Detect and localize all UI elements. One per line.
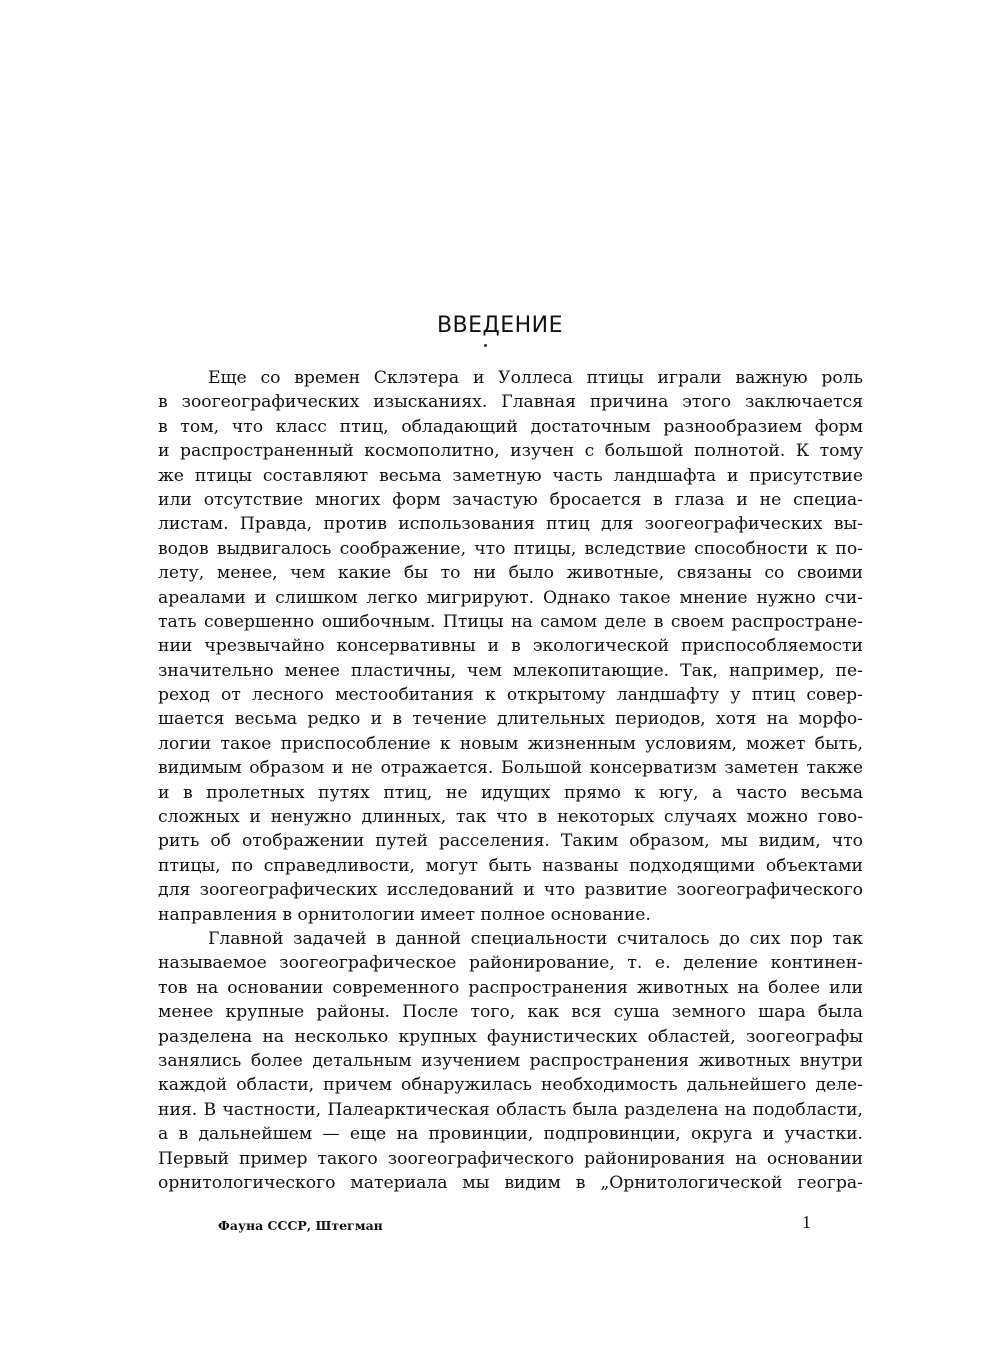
- text-line: шается весьма редко и в течение длительных периодов, хотя на морфо-: [158, 709, 863, 730]
- text-line: Главной задачей в данной специальности считалось до сих пор так: [208, 928, 863, 949]
- footer-signature: Фауна СССР, Штегман: [218, 1218, 383, 1233]
- text-line: и распространенный космополитно, изучен с большой полнотой. К тому: [158, 441, 863, 462]
- text-line: в зоогеографических изысканиях. Главная причина этого заключается: [158, 392, 863, 413]
- text-line: лету, менее, чем какие бы то ни было животные, связаны со своими: [158, 563, 863, 584]
- text-line: направления в орнитологии имеет полное основание.: [158, 904, 651, 925]
- text-line: в том, что класс птиц, обладающий достаточным разнообразием форм: [158, 416, 863, 437]
- text-line: тать совершенно ошибочным. Птицы на самом деле в своем распростране-: [158, 611, 863, 632]
- text-line: листам. Правда, против использования птиц для зоогеографических вы-: [158, 514, 863, 535]
- text-line: для зоогеографических исследований и что развитие зоогеографического: [158, 880, 863, 901]
- text-line: сложных и ненужно длинных, так что в некоторых случаях можно гово-: [158, 807, 863, 828]
- text-line: Первый пример такого зоогеографического районирования на основании: [158, 1148, 863, 1169]
- text-line: птицы, по справедливости, могут быть названы подходящими объектами: [158, 855, 863, 876]
- page-number: 1: [802, 1212, 811, 1232]
- text-line: рить об отображении путей расселения. Таким образом, мы видим, что: [158, 831, 863, 852]
- text-line: занялись более детальным изучением распространения животных внутри: [158, 1050, 863, 1071]
- section-title: ВВЕДЕНИЕ: [436, 313, 564, 338]
- text-line: орнитологического материала мы видим в „Орнитологической геогра-: [158, 1172, 863, 1193]
- text-line: каждой области, причем обнаружилась необходимость дальнейшего деле-: [158, 1075, 863, 1096]
- text-line: нии чрезвычайно консервативны и в экологической приспособляемости: [158, 636, 863, 657]
- text-line: видимым образом и не отражается. Большой консерватизм заметен также: [158, 758, 863, 779]
- text-line: тов на основании современного распространения животных на более или: [158, 977, 863, 998]
- text-line: называемое зоогеографическое районирование, т. е. деление континен-: [158, 953, 863, 974]
- text-line: ния. В частности, Палеарктическая область была разделена на подобласти,: [158, 1099, 863, 1120]
- paragraph: [158, 366, 863, 927]
- text-line: логии такое приспособление к новым жизненным условиям, может быть,: [158, 733, 863, 754]
- title-dot: [484, 344, 487, 347]
- text-line: а в дальнейшем — еще на провинции, подпровинции, округа и участки.: [158, 1124, 863, 1145]
- text-line: значительно менее пластичны, чем млекопитающие. Так, например, пе-: [158, 660, 863, 681]
- text-line: или отсутствие многих форм зачастую бросается в глаза и не специа-: [158, 489, 863, 510]
- text-line: менее крупные районы. После того, как вся суша земного шара была: [158, 1002, 863, 1023]
- text-line: ареалами и слишком легко мигрируют. Однако такое мнение нужно счи-: [158, 587, 863, 608]
- text-line: реход от лесного местообитания к открытому ландшафту у птиц совер-: [158, 685, 863, 706]
- text-line: водов выдвигалось соображение, что птицы, вследствие способности к по-: [158, 538, 863, 559]
- paragraph: [158, 927, 863, 1195]
- text-line: и в пролетных путях птиц, не идущих прямо к югу, а часто весьма: [158, 782, 863, 803]
- body-text: [158, 366, 863, 1195]
- text-line: Еще со времен Склэтера и Уоллеса птицы играли важную роль: [208, 368, 863, 388]
- text-line: же птицы составляют весьма заметную часть ландшафта и присутствие: [158, 465, 863, 486]
- text-line: разделена на несколько крупных фаунистических областей, зоогеографы: [158, 1026, 863, 1047]
- page-footer: [218, 1212, 818, 1236]
